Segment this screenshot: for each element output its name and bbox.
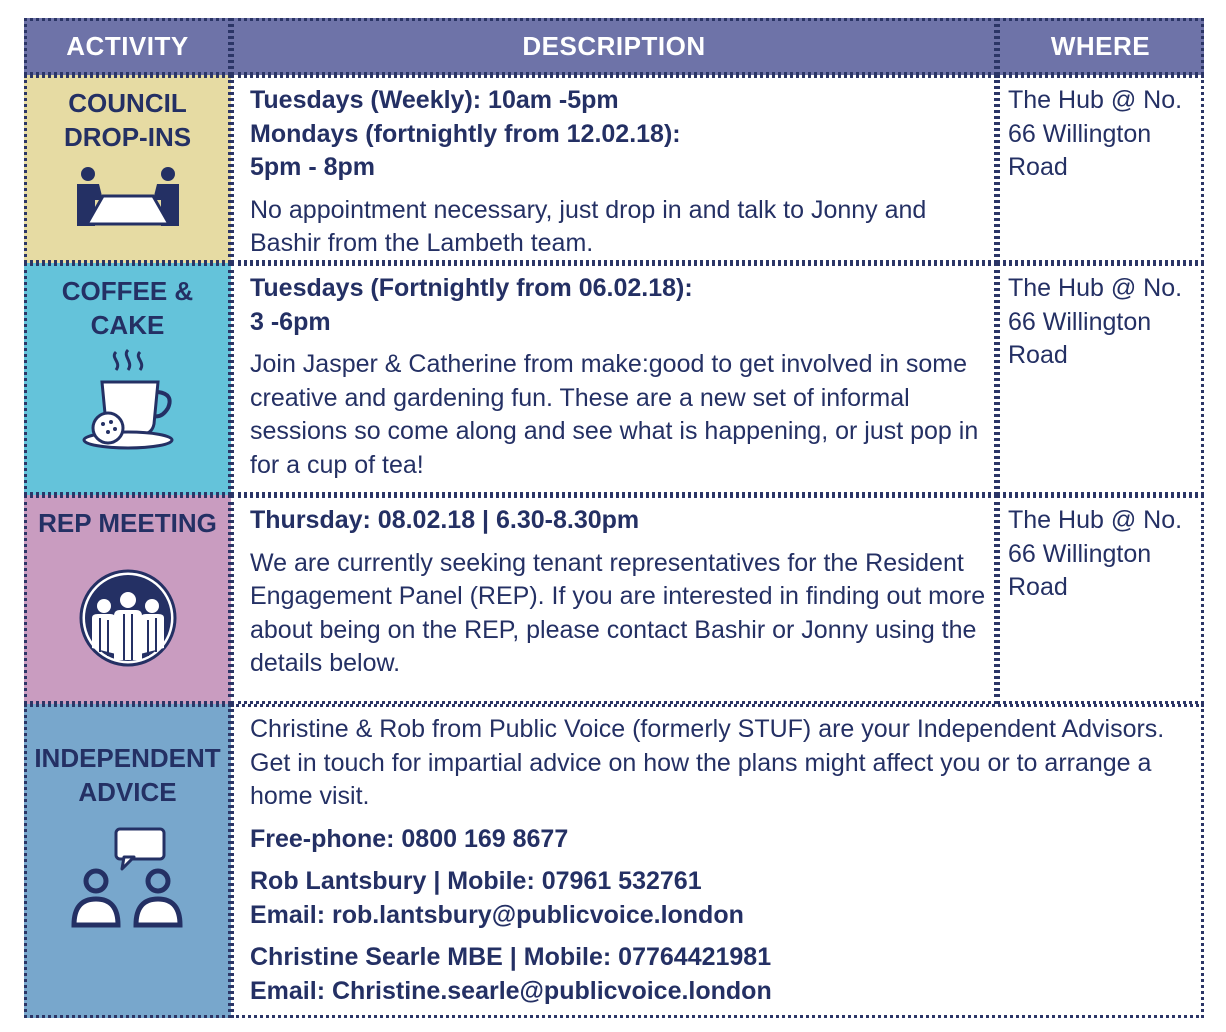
where-council-drop-ins: The Hub @ No. 66 Willington Road — [997, 75, 1204, 263]
activities-table — [24, 18, 1204, 1018]
group-people-icon — [78, 568, 178, 676]
description-text: No appointment necessary, just drop in and talk to Jonny and Bashir from the Lambeth team. — [250, 195, 927, 257]
activity-council-drop-ins — [24, 75, 231, 263]
description-independent-advice — [231, 704, 1204, 1018]
activity-label: INDEPENDENT ADVICE — [34, 743, 221, 807]
description-rep-meeting — [231, 495, 997, 704]
activity-independent-advice — [24, 704, 231, 1018]
description-text: Join Jasper & Catherine from make:good to get involved in some creative and gardening fun. These are a new set of informal sessions so come along and see what is happening, or just pop in for a cup of tea! — [250, 350, 979, 479]
advisor-chat-icon — [68, 825, 188, 937]
description-text: Christine & Rob from Public Voice (formerly STUF) are your Independent Advisors. Get in touch for impartial advice on how the plans might affect you or to arrange a home visit. — [250, 715, 1165, 810]
activity-rep-meeting — [24, 495, 231, 704]
description-coffee-cake — [231, 263, 997, 495]
where-coffee-cake: The Hub @ No. 66 Willington Road — [997, 263, 1204, 495]
schedule-text: Thursday: 08.02.18 | 6.30-8.30pm — [250, 506, 640, 534]
contact-christine: Christine Searle MBE | Mobile: 07764421981 Email: Christine.searle@publicvoice.london — [250, 943, 772, 1005]
contact-rob: Rob Lantsbury | Mobile: 07961 532761 Email: rob.lantsbury@publicvoice.london — [250, 867, 744, 929]
description-council-drop-ins — [231, 75, 997, 263]
activity-label: COUNCIL DROP-INS — [63, 88, 192, 152]
coffee-cup-icon — [78, 348, 178, 460]
meeting-table-icon — [73, 166, 183, 240]
schedule-text: Tuesdays (Weekly): 10am -5pm Mondays (fortnightly from 12.02.18): 5pm - 8pm — [250, 86, 681, 181]
activity-label: REP MEETING — [38, 508, 217, 538]
description-text: We are currently seeking tenant representatives for the Resident Engagement Panel (REP). If you are interested in finding out more about being on the REP, please contact Bashir or Jonny using the details below. — [250, 548, 986, 677]
header-activity: ACTIVITY — [24, 18, 231, 75]
activity-coffee-cake — [24, 263, 231, 495]
freephone-number: Free-phone: 0800 169 8677 — [250, 824, 569, 853]
header-where: WHERE — [997, 18, 1204, 75]
activity-label: COFFEE & CAKE — [61, 276, 194, 340]
schedule-text: Tuesdays (Fortnightly from 06.02.18): 3 -6pm — [250, 274, 693, 336]
where-rep-meeting: The Hub @ No. 66 Willington Road — [997, 495, 1204, 704]
header-description: DESCRIPTION — [231, 18, 997, 75]
